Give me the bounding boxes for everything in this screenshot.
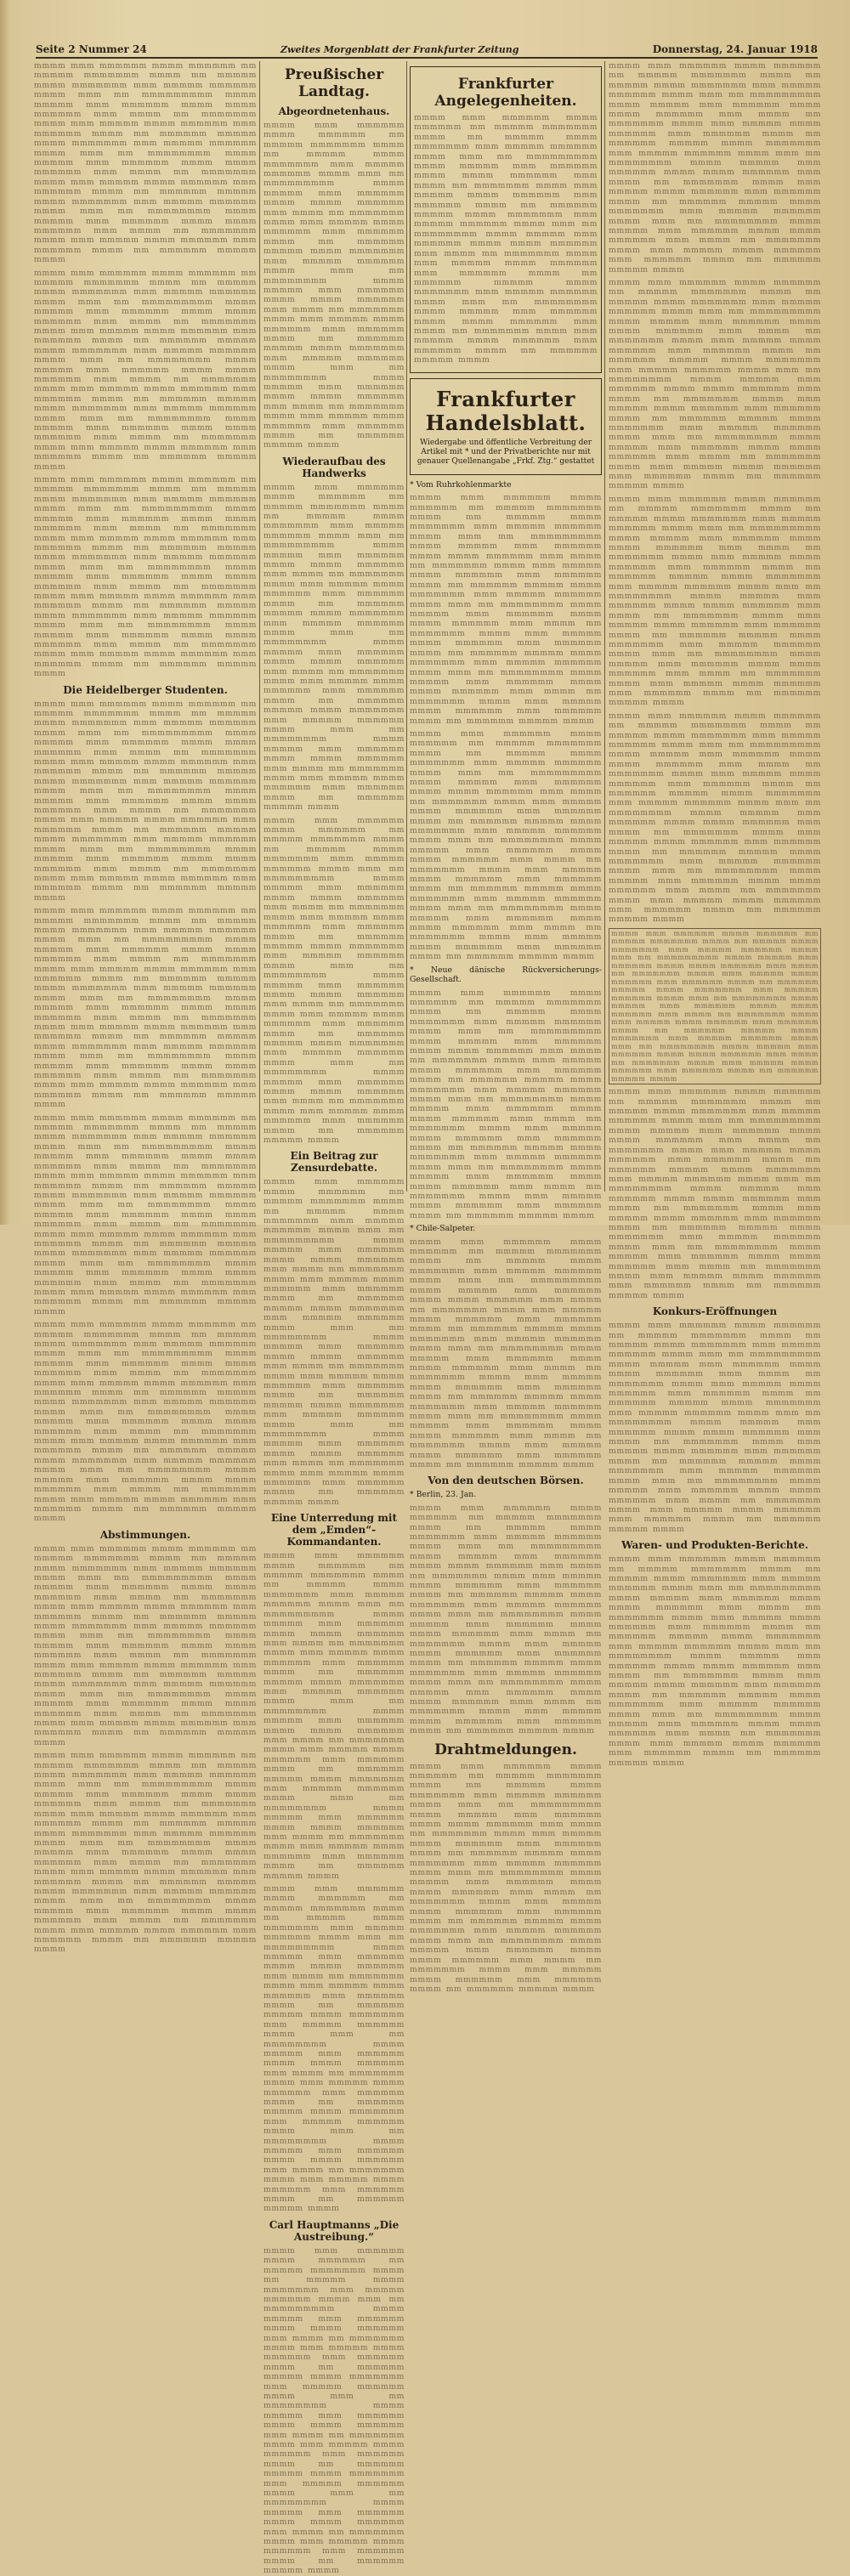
column-1	[34, 61, 257, 1541]
article-text	[609, 1554, 821, 1768]
article-text	[609, 61, 821, 275]
article-text	[410, 988, 602, 1221]
section-heading: Die Heidelberger Studenten.	[63, 683, 228, 696]
item-heading: * Vom Ruhrkohlenmarkte	[410, 479, 512, 490]
column-2	[264, 61, 405, 2243]
article-text	[264, 816, 405, 1146]
article-text	[34, 269, 257, 473]
column-4	[609, 61, 821, 1552]
handelsblatt-notice: Wiedergabe und öffentliche Verbreitung der Artikel mit * und der Privatberichte nur mit genauer Quellenangabe „Frkf. Ztg.“ gestattet	[416, 438, 595, 467]
article-text	[410, 493, 602, 726]
article-text	[609, 1087, 821, 1300]
column-rule	[259, 61, 260, 1192]
article-text	[410, 1237, 602, 1470]
article-text	[264, 121, 405, 450]
article-text	[609, 1321, 821, 1534]
waren-heading: Waren- und Produkten-Berichte.	[621, 1539, 808, 1552]
subsection-heading: Abstimmungen.	[99, 1528, 191, 1541]
page-crease	[0, 0, 10, 1225]
article-text	[264, 483, 405, 812]
header-date: Donnerstag, 24. Januar 1918	[652, 43, 818, 55]
handelsblatt-title: Frankfurter Handelsblatt.	[425, 386, 586, 435]
section-heading: Carl Hauptmanns „Die Austreibung.“	[269, 2218, 400, 2243]
item-heading: * Neue dänische Rückversicherungs-Gesellschaft.	[410, 965, 602, 985]
handelsblatt-box	[410, 378, 602, 475]
section-heading: Ein Beitrag zur Zensurdebatte.	[290, 1150, 378, 1175]
article-text	[410, 1503, 602, 1736]
article-text	[34, 906, 257, 1110]
article-text	[34, 1544, 257, 1748]
article-text	[410, 729, 602, 962]
article-text	[609, 278, 821, 491]
page-header	[36, 42, 818, 59]
article-text	[34, 1320, 257, 1524]
item-heading: * Berlin, 23. Jan.	[410, 1490, 477, 1500]
header-page-number: Seite 2 Nummer 24	[36, 43, 147, 55]
header-edition: Zweites Morgenblatt der Frankfurter Zeitung	[280, 43, 519, 55]
article-text	[264, 1884, 405, 2214]
article-text	[609, 711, 821, 925]
section-heading: Eine Unterredung mit dem „Emden“-Kommandanten.	[270, 1512, 398, 1548]
landtag-title: Preußischer Landtag.	[284, 66, 384, 100]
market-table	[609, 928, 821, 1085]
article-text	[34, 699, 257, 903]
article-text	[34, 475, 257, 679]
column-rule	[604, 61, 605, 1192]
article-text	[264, 1177, 405, 1507]
boersen-heading: Von den deutschen Börsen.	[428, 1475, 584, 1487]
local-news-title: Frankfurter Angelegenheiten.	[434, 76, 577, 110]
column-3	[410, 61, 602, 1758]
article-text	[414, 113, 598, 365]
article-text	[34, 1113, 257, 1317]
landtag-subtitle: Abgeordnetenhaus.	[278, 105, 390, 117]
local-news-box	[410, 66, 602, 373]
draht-heading: Drahtmeldungen.	[434, 1741, 577, 1758]
article-text	[34, 61, 257, 265]
article-text	[609, 495, 821, 708]
section-heading: Wiederaufbau des Handwerks	[282, 455, 386, 479]
column-rule	[406, 61, 407, 1192]
table-cell	[609, 928, 821, 1084]
konkurs-heading: Konkurs-Eröffnungen	[652, 1305, 778, 1318]
article-text	[264, 2246, 405, 2576]
article-text	[34, 1751, 257, 1955]
article-text	[264, 1551, 405, 1881]
article-text	[410, 1762, 602, 1995]
item-heading: * Chile-Salpeter.	[410, 1224, 476, 1234]
